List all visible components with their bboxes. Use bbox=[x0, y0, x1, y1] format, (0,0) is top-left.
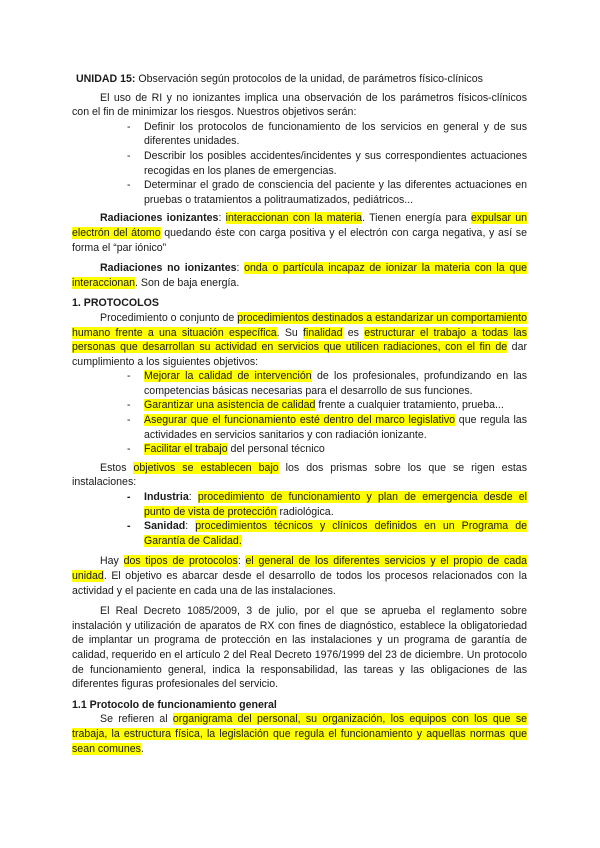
text: . Tienen energía para bbox=[362, 212, 471, 225]
colon: : bbox=[185, 520, 196, 533]
text: . bbox=[140, 742, 144, 755]
highlight: expulsar un electrón del átomo bbox=[72, 212, 528, 239]
prisms-intro bbox=[72, 461, 527, 490]
list-item bbox=[144, 519, 527, 548]
list-item bbox=[144, 398, 527, 413]
highlight: onda o partícula incapaz de ionizar la materia con la que interaccionan bbox=[72, 262, 527, 289]
real-decreto-paragraph: El Real Decreto 1085/2009, 3 de julio, por el que se aprueba el reglamento sobre instalación y utilización de aparatos de RX con fines de diagnóstico, establece la obligatoriedad de implantar un programa de protección en las instalaciones y un programa de garantía de calidad, requerido en el artículo 2 del Real Decreto 1976/1999 del 23 de diciembre. Un protocolo de funcionamiento general, indica la responsabilidad, las tareas y las obligaciones de las diferentes figuras profesionales del servicio. bbox=[72, 605, 527, 691]
list-item: - Definir los protocolos de funcionamiento de los servicios en general y de sus diferentes unidades. bbox=[144, 120, 527, 149]
prisms-list bbox=[72, 490, 527, 548]
text: . Su bbox=[276, 326, 304, 339]
text: . Son de baja energía. bbox=[135, 276, 240, 289]
nonionizing-term: Radiaciones no ionizantes bbox=[100, 262, 237, 275]
document-page bbox=[72, 72, 527, 756]
highlight: objetivos se establecen bajo bbox=[133, 461, 279, 474]
highlight: el general de los diferentes servicios y el propio de cada unidad bbox=[72, 555, 527, 582]
text: frente a cualquier tratamiento, prueba... bbox=[315, 399, 504, 412]
unit-label: UNIDAD 15: bbox=[76, 73, 136, 85]
highlight: estructurar el trabajo a todas las personas que desarrollan su actividad en servicios que utilicen radiaciones, con el fin de bbox=[72, 326, 527, 354]
objectives-list bbox=[72, 120, 527, 208]
protocol-definition bbox=[72, 311, 527, 369]
ionizing-term: Radiaciones ionizantes bbox=[100, 212, 219, 225]
list-item bbox=[144, 490, 527, 519]
highlight: organigrama del personal, su organización, los equipos con los que se trabaja, la estructura física, la legislación que regula el funcionamiento y aquellas normas que sean comunes bbox=[72, 713, 528, 755]
intro-paragraph: El uso de RI y no ionizantes implica una observación de los parámetros físicos-clínicos con el fin de minimizar los riesgos. Nuestros objetivos serán: bbox=[72, 91, 527, 119]
highlight: Mejorar la calidad de intervención bbox=[144, 370, 312, 383]
text: quedando éste con carga positiva y el electrón con carga negativa, y así se forma el “par iónico” bbox=[72, 226, 528, 254]
text: que regula las actividades en servicios sanitarios y con radiación ionizante. bbox=[144, 414, 527, 441]
list-item bbox=[144, 413, 527, 442]
colon: : bbox=[188, 491, 198, 504]
protocol-types bbox=[72, 554, 527, 598]
highlight: Garantizar una asistencia de calidad bbox=[144, 399, 316, 412]
nonionizing-definition bbox=[72, 261, 527, 290]
goals-list bbox=[72, 369, 527, 457]
highlight: dos tipos de protocolos bbox=[123, 555, 238, 568]
list-item bbox=[144, 442, 527, 457]
prism-term: Industria bbox=[144, 491, 189, 504]
text: Procedimiento o conjunto de bbox=[100, 311, 238, 324]
text: de los profesionales, profundizando en las competencias básicas necesarias para el desarrollo de sus funciones. bbox=[144, 370, 528, 397]
text: Estos bbox=[100, 461, 134, 474]
text: dar cumplimiento a los siguientes objetivos: bbox=[72, 341, 527, 368]
general-protocol-paragraph bbox=[72, 712, 527, 756]
highlight: interaccionan con la materia bbox=[225, 212, 363, 225]
text: los dos prismas sobre los que se rigen estas instalaciones: bbox=[72, 461, 527, 489]
highlight: procedimientos técnicos y clínicos definidos en un Programa de Garantía de Calidad. bbox=[144, 520, 528, 547]
text: Se refieren al bbox=[100, 713, 173, 726]
unit-title-text: Observación según protocolos de la unidad, de parámetros físico-clínicos bbox=[135, 73, 483, 85]
highlight: Asegurar que el funcionamiento esté dentro del marco legislativo bbox=[144, 414, 456, 427]
highlight: procedimiento de funcionamiento y plan de emergencia desde el punto de vista de protección bbox=[144, 491, 527, 518]
text: es bbox=[342, 326, 365, 339]
text: Hay bbox=[100, 555, 124, 568]
colon: : bbox=[218, 212, 226, 225]
ionizing-definition bbox=[72, 211, 527, 255]
highlight: procedimientos destinados a estandarizar un comportamiento humano frente a una situación específica bbox=[72, 311, 528, 339]
text: radiológica. bbox=[276, 505, 334, 518]
text: del personal técnico bbox=[227, 443, 325, 456]
list-item bbox=[144, 369, 527, 398]
section-heading-protocolos: 1. PROTOCOLOS bbox=[72, 297, 159, 310]
prism-term: Sanidad bbox=[144, 520, 186, 533]
colon: : bbox=[236, 262, 245, 275]
list-item: - Describir los posibles accidentes/incidentes y sus correspondientes actuaciones recogidas en los planes de emergencias. bbox=[144, 149, 527, 178]
text: . El objetivo es abarcar desde el desarrollo de todos los procesos relacionados con la actividad y el paciente en cada una de las instalaciones. bbox=[72, 570, 527, 597]
unit-title bbox=[76, 72, 527, 87]
list-item: - Determinar el grado de consciencia del paciente y las diferentes actuaciones en pruebas o tratamientos a politraumatizados, pediátricos... bbox=[144, 178, 527, 207]
text: : bbox=[237, 555, 246, 568]
section-heading-general-protocol: 1.1 Protocolo de funcionamiento general bbox=[72, 698, 277, 711]
highlight: finalidad bbox=[303, 326, 343, 339]
highlight: Facilitar el trabajo bbox=[144, 443, 228, 456]
